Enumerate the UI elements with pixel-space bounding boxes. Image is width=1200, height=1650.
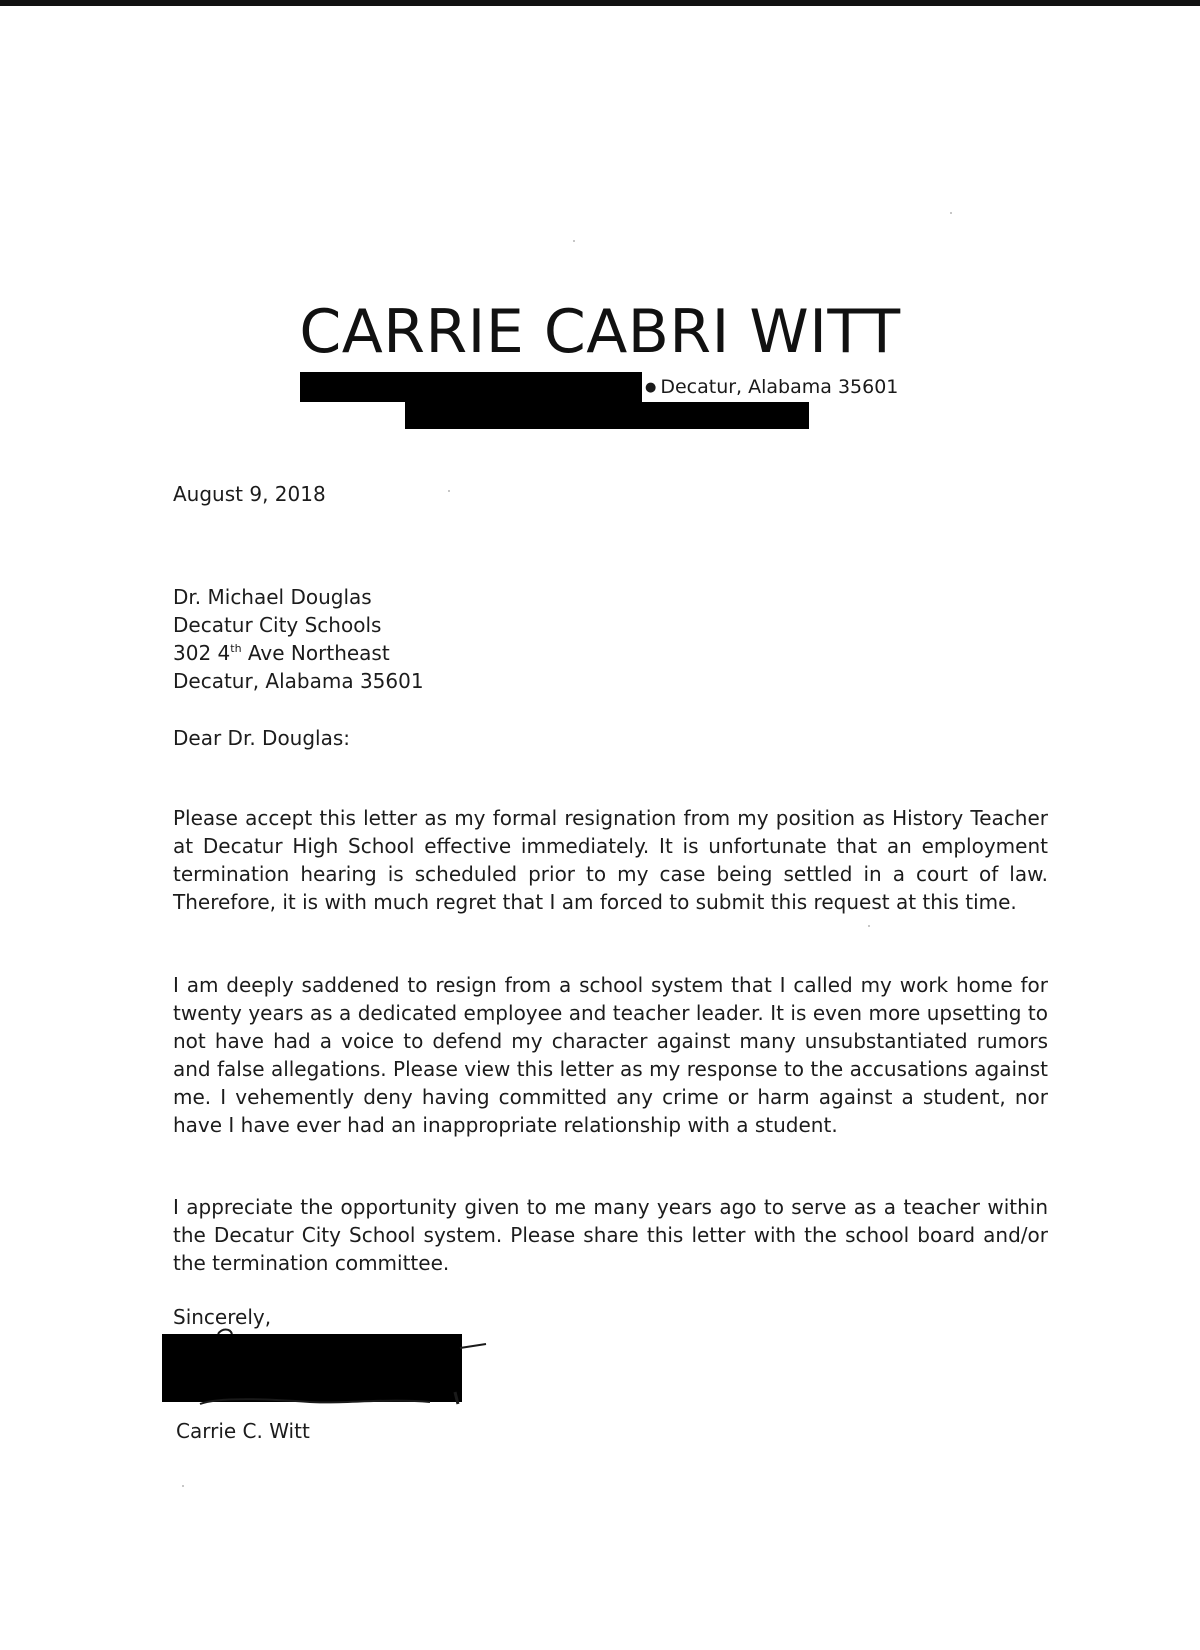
scan-top-edge <box>0 0 1200 6</box>
scan-speck <box>868 925 870 927</box>
letterhead-address <box>645 376 898 398</box>
scan-speck <box>950 212 952 214</box>
scan-speck <box>448 490 450 492</box>
letterhead-name: CARRIE CABRI WITT <box>299 297 901 367</box>
recipient-street <box>173 639 424 667</box>
redaction-bar-signature <box>162 1334 462 1402</box>
redaction-bar-contact <box>405 402 809 429</box>
street-name: Ave Northeast <box>241 641 390 665</box>
recipient-organization: Decatur City Schools <box>173 613 382 637</box>
signature-stroke <box>218 1330 232 1335</box>
signer-name: Carrie C. Witt <box>176 1419 310 1443</box>
scan-speck <box>182 1485 184 1487</box>
signature-redacted <box>160 1326 500 1406</box>
recipient-name: Dr. Michael Douglas <box>173 585 372 609</box>
scan-speck <box>573 240 575 242</box>
recipient-city: Decatur, Alabama 35601 <box>173 669 424 693</box>
letterhead-city: Decatur, Alabama 35601 <box>660 376 899 398</box>
street-number: 302 4 <box>173 641 231 665</box>
body-paragraph: I appreciate the opportunity given to me many years ago to serve as a teacher within the Decatur City School system. Please share this letter with the school board and/or the termination committee. <box>173 1195 1048 1275</box>
signature-stroke <box>460 1344 486 1348</box>
street-ordinal-suffix: th <box>230 642 242 655</box>
letter-date: August 9, 2018 <box>173 482 326 506</box>
redaction-bar-address <box>300 372 642 402</box>
closing: Sincerely, <box>173 1305 272 1329</box>
recipient-address <box>173 583 424 695</box>
bullet-separator: ● <box>645 380 657 395</box>
body-paragraph: Please accept this letter as my formal resignation from my position as History Teacher at Decatur High School effective immediately. It is unfortunate that an employment termination hearing is scheduled prior to my case being settled in a court of law. Therefore, it is with much regret that I am forced to submit this request at this time. <box>173 806 1048 914</box>
body-paragraph: I am deeply saddened to resign from a school system that I called my work home for twenty years as a dedicated employee and teacher leader. It is even more upsetting to not have had a voice to defend my character against many unsubstantiated rumors and false allegations. Please view this letter as my response to the accusations against me. I vehemently deny having committed any crime or harm against a student, nor have I have ever had an inappropriate relationship with a student. <box>173 973 1048 1137</box>
salutation: Dear Dr. Douglas: <box>173 726 351 750</box>
